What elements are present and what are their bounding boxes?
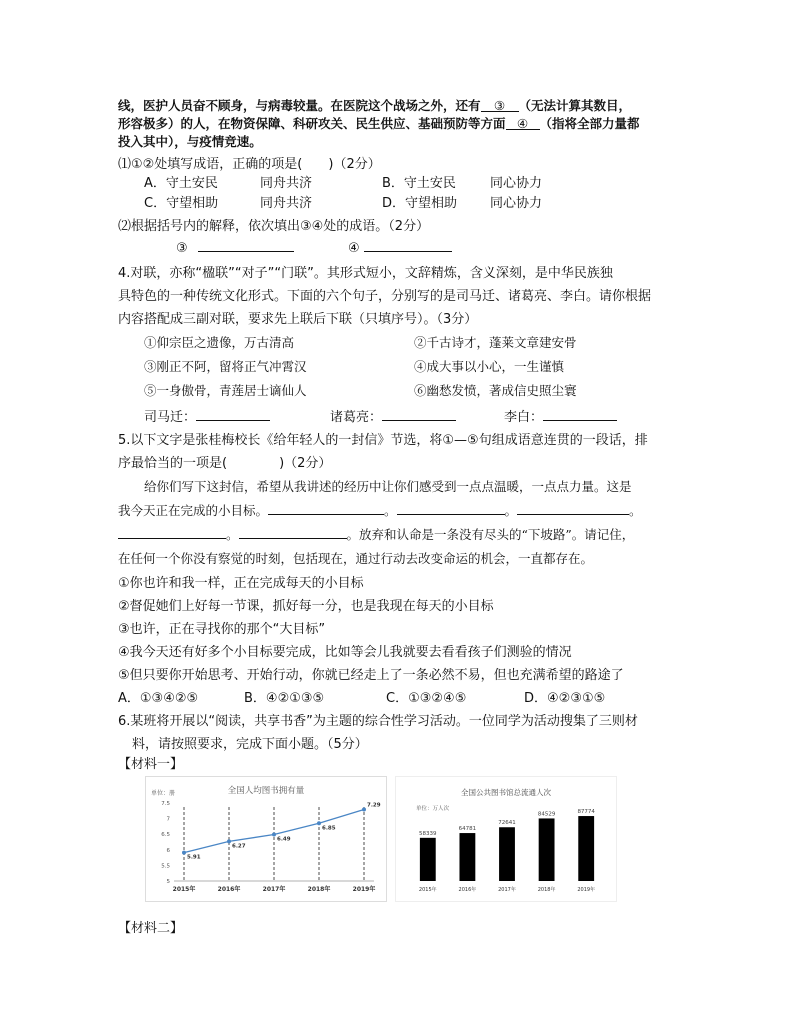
q1-stem: ⑴①②处填写成语，正确的项是( )（2分）	[118, 157, 381, 172]
x-tick-label: 2015年	[172, 886, 196, 893]
x-tick-label: 2019年	[577, 887, 596, 893]
q5-text-1: 给你们写下这封信，希望从我讲述的经历中让你们感受到一点点温暖，一点点力量。这是	[144, 479, 632, 494]
q4-sentence-5: ⑤一身傲骨，青莲居士谪仙人	[144, 383, 307, 398]
bar	[578, 816, 594, 881]
bar-chart-title: 全国公共图书馆总流通人次	[461, 788, 551, 797]
line-chart-unit: 单位：册	[151, 790, 176, 797]
q1-option-b-2: 同心协力	[490, 176, 543, 191]
data-point	[362, 808, 366, 812]
q5-text-2: 我今天正在完成的小目标。 。 。 。	[118, 503, 642, 518]
x-tick-label: 2016年	[458, 887, 477, 893]
q5-sentence-4: ④我今天还有好多个小目标要完成，比如等会儿我就要去看看孩子们测验的情况	[118, 645, 572, 660]
q5-sentence-3: ③也许，正在寻找你的那个“大目标”	[118, 622, 326, 637]
q4-sentence-1: ①仰宗臣之遗像，万古清高	[144, 335, 295, 350]
bar	[420, 838, 436, 881]
data-label: 7.29	[367, 802, 381, 809]
per-capita-series-line	[184, 810, 364, 853]
q1-option-b: B．守土安民	[382, 176, 456, 191]
y-tick-label: 6	[166, 847, 170, 854]
x-tick-label: 2018年	[307, 886, 331, 893]
data-label: 72641	[498, 820, 516, 827]
q5-sentence-1: ①你也许和我一样，正在完成每天的小目标	[118, 576, 364, 591]
q4-answer-zhugeliang: 诸葛亮：	[330, 406, 456, 425]
q4-answer-simaqian: 司马迁：	[144, 406, 270, 425]
x-tick-label: 2017年	[262, 886, 286, 893]
bar-chart-unit: 单位：万人次	[416, 806, 450, 812]
q6-para-1: 6.某班将开展以“阅读，共享书香”为主题的综合性学习活动。一位同学为活动搜集了三则材	[118, 714, 638, 729]
q4-sentence-6: ⑥幽愁发愤，著成信史照尘寰	[414, 383, 577, 398]
data-label: 87774	[577, 809, 595, 816]
q2-answer-4: ④	[348, 238, 452, 256]
bar	[459, 833, 475, 881]
data-point	[317, 821, 321, 825]
q5-text-3: 。 。放弃和认命是一条没有尽头的“下坡路”。请记住，	[118, 525, 634, 543]
data-point	[227, 839, 231, 843]
line-chart-svg	[146, 777, 386, 901]
q4-para-1: 4.对联，亦称“楹联”“对子”“门联”。其形式短小，文辞精炼，含义深刻，是中华民族独	[118, 266, 613, 281]
q5-option-b: B．④②①③⑤	[244, 691, 325, 706]
material-1-label: 【材料一】	[118, 757, 184, 772]
q4-answer-libai: 李白：	[504, 406, 617, 425]
blank-3: ③	[481, 98, 519, 112]
q4-sentence-2: ②千古诗才，蓬莱文章建安骨	[414, 335, 577, 350]
q1-option-d-2: 同心协力	[490, 196, 543, 211]
data-point	[182, 851, 186, 855]
blank-4: ④	[506, 116, 540, 130]
q5-sentence-5: ⑤但只要你开始思考、开始行动，你就已经走上了一条必然不易，但也充满希望的路途了	[118, 668, 624, 683]
q5-para-1: 5.以下文字是张桂梅校长《给年轻人的一封信》节选，将①—⑤句组成语意连贯的一段话，排	[118, 433, 648, 448]
data-label: 6.27	[232, 843, 246, 850]
q4-para-3: 内容搭配成三副对联，要求先上联后下联（只填序号）。（3分）	[118, 312, 478, 327]
data-label: 64781	[458, 826, 477, 833]
q4-sentence-4: ④成大事以小心，一生谨慎	[414, 359, 565, 374]
q5-option-c: C．①③②④⑤	[386, 691, 467, 706]
x-tick-label: 2017年	[498, 887, 516, 893]
q5-option-a: A．①③④②⑤	[118, 691, 199, 706]
passage-line2: 形容极多）的人，在物资保障、科研攻关、民生供应、基础预防等方面 ④ （指将全部力量都	[118, 116, 640, 131]
y-tick-label: 7.5	[161, 801, 170, 807]
passage-line3: 投入其中），与疫情竞速。	[118, 134, 262, 149]
q2-answer-3: ③	[176, 238, 294, 256]
q1-option-d: D．守望相助	[382, 196, 458, 211]
y-tick-label: 7	[166, 816, 170, 823]
q6-para-2: 料，请按照要求，完成下面小题。（5分）	[132, 737, 368, 752]
q4-para-2: 具特色的一种传统文化形式。下面的六个句子，分别写的是司马迁、诸葛亮、李白。请你根据	[118, 289, 652, 304]
chart-per-capita-books	[145, 776, 387, 902]
line-chart-title: 全国人均图书拥有量	[227, 786, 305, 796]
x-tick-label: 2018年	[537, 887, 556, 893]
data-label: 84529	[537, 811, 556, 818]
x-tick-label: 2019年	[352, 886, 376, 893]
q5-text-4: 在任何一个你没有察觉的时刻，包括现在，通过行动去改变命运的机会，一直都存在。	[118, 551, 594, 566]
y-tick-label: 6.5	[161, 832, 170, 839]
passage-line1: 线，医护人员奋不顾身，与病毒较量。在医院这个战场之外，还有 ③ （无法计算其数目，	[118, 98, 632, 113]
material-2-label: 【材料二】	[118, 921, 184, 936]
q5-option-d: D．④②③①⑤	[524, 691, 606, 706]
data-label: 6.85	[322, 825, 336, 832]
bar-chart-svg	[396, 777, 616, 901]
q1-option-a-2: 同舟共济	[260, 176, 313, 191]
y-tick-label: 5.5	[161, 863, 170, 870]
data-point	[272, 833, 276, 837]
x-tick-label: 2016年	[217, 886, 241, 893]
q1-option-c: C．守望相助	[144, 196, 219, 211]
data-label: 6.49	[277, 836, 291, 843]
y-tick-label: 5	[166, 879, 170, 885]
q5-sentence-2: ②督促她们上好每一节课，抓好每一分，也是我现在每天的小目标	[118, 599, 494, 614]
bar	[539, 818, 555, 881]
q1-option-c-2: 同舟共济	[260, 196, 313, 211]
bar	[499, 827, 515, 881]
chart-library-circulation	[395, 776, 617, 902]
q1-option-a: A．守土安民	[144, 176, 218, 191]
data-label: 5.91	[187, 854, 201, 861]
q5-para-2: 序最恰当的一项是( )（2分）	[118, 456, 332, 471]
q2-stem: ⑵根据括号内的解释，依次填出③④处的成语。（2分）	[118, 219, 430, 234]
x-tick-label: 2015年	[418, 887, 437, 893]
data-label: 58339	[419, 830, 437, 837]
q4-sentence-3: ③刚正不阿，留将正气冲霄汉	[144, 359, 307, 374]
